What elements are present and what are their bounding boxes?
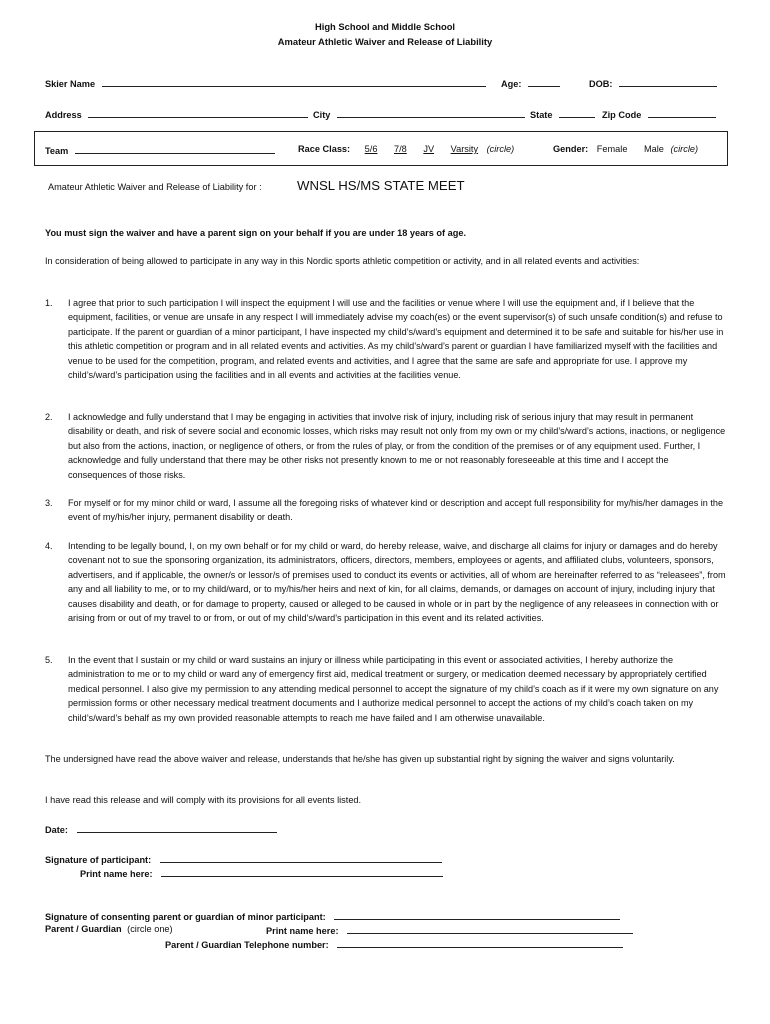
address-field[interactable]: [45, 108, 308, 120]
event-name: WNSL HS/MS STATE MEET: [297, 178, 465, 193]
zip-blank[interactable]: [648, 108, 716, 118]
item-number: 4.: [45, 541, 53, 551]
state-field[interactable]: [530, 108, 595, 120]
parent-signature-blank[interactable]: [334, 910, 620, 920]
parent-phone-field[interactable]: [165, 938, 623, 950]
participant-signature-label: Signature of participant:: [45, 855, 152, 865]
race-class-option[interactable]: 7/8: [394, 144, 407, 154]
participant-print-blank[interactable]: [161, 867, 443, 877]
team-field[interactable]: [45, 144, 275, 156]
address-blank[interactable]: [88, 108, 308, 118]
item-text: Intending to be legally bound, I, on my own behalf or for my child or ward, do hereby release, waive, and discharge all claims for injury or damages and do hereby covenant not to sue the sponsoring organization, its administrators, officers, directors, members, employees or agents, and affiliated clubs, volunteers, sponsors, advertisers, and if applicable, the owner/s or lessor/s of premises used to conduct its events or activities, all of whom are hereinafter referred to as “releasees”, from any and all liability to me, or to my child/ward, or to my/his/her heirs and next of kin, for all claims, demands, or damages on account of injury, including injury that causes disability and death, or for damage to property, caused or alleged to be caused in whole or in part by the negligence of any releasees in connection with or arising from or out of my travel to or from, or out of my child’s/ward’s participation in this event and its related activities.: [68, 541, 726, 624]
date-blank[interactable]: [77, 823, 277, 833]
item-text: For myself or for my minor child or ward, I assume all the foregoing risks of whatever kind or description and accept full responsibility for my/his/her damages in the event of my/his/her injury, permanent disability or death.: [68, 498, 724, 523]
date-label: Date:: [45, 825, 68, 835]
gender-option-male[interactable]: Male: [644, 144, 664, 154]
city-label: City: [313, 110, 331, 120]
skier-name-label: Skier Name: [45, 79, 96, 89]
date-field[interactable]: [45, 823, 277, 835]
item-number: 2.: [45, 412, 53, 422]
parent-print-blank[interactable]: [347, 924, 633, 934]
parent-guardian-choice[interactable]: [45, 924, 173, 934]
parent-print-label: Print name here:: [266, 926, 339, 936]
gender-label: Gender:: [553, 144, 589, 154]
participant-signature-blank[interactable]: [160, 853, 442, 863]
dob-blank[interactable]: [619, 77, 717, 87]
parent-phone-label: Parent / Guardian Telephone number:: [165, 940, 329, 950]
gender-note: (circle): [670, 144, 699, 154]
intro-paragraph: In consideration of being allowed to participate in any way in this Nordic sports athletic competition or activity, and in all related events and activities:: [45, 256, 640, 266]
age-notice: You must sign the waiver and have a parent sign on your behalf if you are under 18 years of age.: [45, 228, 467, 238]
participant-print-label: Print name here:: [80, 869, 153, 879]
parent-print-field[interactable]: [266, 924, 633, 936]
participant-signature-field[interactable]: [45, 853, 442, 865]
skier-name-blank[interactable]: [102, 77, 486, 87]
item-text: In the event that I sustain or my child or ward sustains an injury or illness while participating in this event or associated activities, I hereby authorize the administration to me or to my child or ward any of emergency first aid, medical treatment or surgery, or medication deemed necessary by appropriately certified medical personnel. I also give my permission to any attending medical personnel to accept the signature of my child’s coach as if it were my own signature on any permission forms or other necessary medical treatment documents and I authorize medical personnel to accept the actions of my child’s coach taken on my child’s/ward’s behalf as my own provided reasonable attempts to reach me have failed and I am otherwise unavailable.: [68, 655, 719, 723]
agree-statement: I have read this release and will comply with its provisions for all events listed.: [45, 795, 362, 805]
participant-print-field[interactable]: [80, 867, 443, 879]
parent-guardian-label: Parent / Guardian: [45, 924, 122, 934]
form-title-line2: Amateur Athletic Waiver and Release of Liability: [277, 36, 493, 47]
event-label: Amateur Athletic Waiver and Release of Liability for :: [48, 182, 262, 192]
zip-label: Zip Code: [602, 110, 642, 120]
race-class-group: [298, 144, 514, 154]
item-number: 3.: [45, 498, 53, 508]
race-class-label: Race Class:: [298, 144, 351, 154]
closing-paragraph: The undersigned have read the above waiver and release, understands that he/she has given up substantial right by signing the waiver and signs voluntarily.: [45, 754, 675, 764]
parent-signature-field[interactable]: [45, 910, 620, 922]
team-blank[interactable]: [75, 144, 275, 154]
gender-option-female[interactable]: Female: [596, 144, 628, 154]
zip-field[interactable]: [602, 108, 716, 120]
race-class-option[interactable]: 5/6: [364, 144, 378, 154]
dob-label: DOB:: [589, 79, 613, 89]
state-label: State: [530, 110, 553, 120]
city-blank[interactable]: [337, 108, 525, 118]
race-class-option[interactable]: Varsity: [450, 144, 479, 154]
state-blank[interactable]: [559, 108, 595, 118]
age-blank[interactable]: [528, 77, 560, 87]
parent-phone-blank[interactable]: [337, 938, 623, 948]
parent-signature-label: Signature of consenting parent or guardian of minor participant:: [45, 912, 326, 922]
circle-one-note: (circle one): [127, 924, 173, 934]
race-class-option[interactable]: JV: [423, 144, 435, 154]
item-text: I agree that prior to such participation I will inspect the equipment I will use and the facilities or venue where I will use the equipment and, if I believe that the equipment, facilities, or venue are unsafe in any respect I will immediately advise my coach(es) or the event supervisor(s) of such unsafe condition(s) and refuse to participate. If the parent or guardian of a minor participant, I have inspected my child’s/ward’s equipment and determined it to be safe and suitable for his/her use in this athletic competition or program and in all related events and activities. As my child’s/ward’s parent or guardian I have familiarized myself with the facilities and venue to be used for the competition, program, and related events and activities, and I agree that the same are safe and appropriate for use. I approve my child’s/ward’s participation using the facilities and in all events and activities at the facilities venue.: [68, 298, 724, 381]
age-label: Age:: [501, 79, 522, 89]
dob-field[interactable]: [589, 77, 717, 89]
form-title-line1: High School and Middle School: [314, 21, 456, 32]
address-label: Address: [45, 110, 82, 120]
item-text: I acknowledge and fully understand that I may be engaging in activities that involve risk of injury, including risk of serious injury that may result in permanent disability or death, and risk of severe social and economic losses, which risks may result not only from my own or my child’s/ward’s actions, inactions, or negligence but also from the actions, inaction, or negligence of others, or from the rules of play, or from the condition of the premises or of any equipment used. Further, I acknowledge and fully understand that there may be other risks not presently known to me or not reasonably foreseeable at this time and I accept the consequences of those risks.: [68, 412, 726, 480]
item-number: 5.: [45, 655, 53, 665]
age-field[interactable]: [501, 77, 560, 89]
team-label: Team: [45, 146, 69, 156]
gender-group: [553, 144, 698, 154]
skier-name-field[interactable]: [45, 77, 486, 89]
city-field[interactable]: [313, 108, 525, 120]
item-number: 1.: [45, 298, 53, 308]
race-class-note: (circle): [486, 144, 515, 154]
